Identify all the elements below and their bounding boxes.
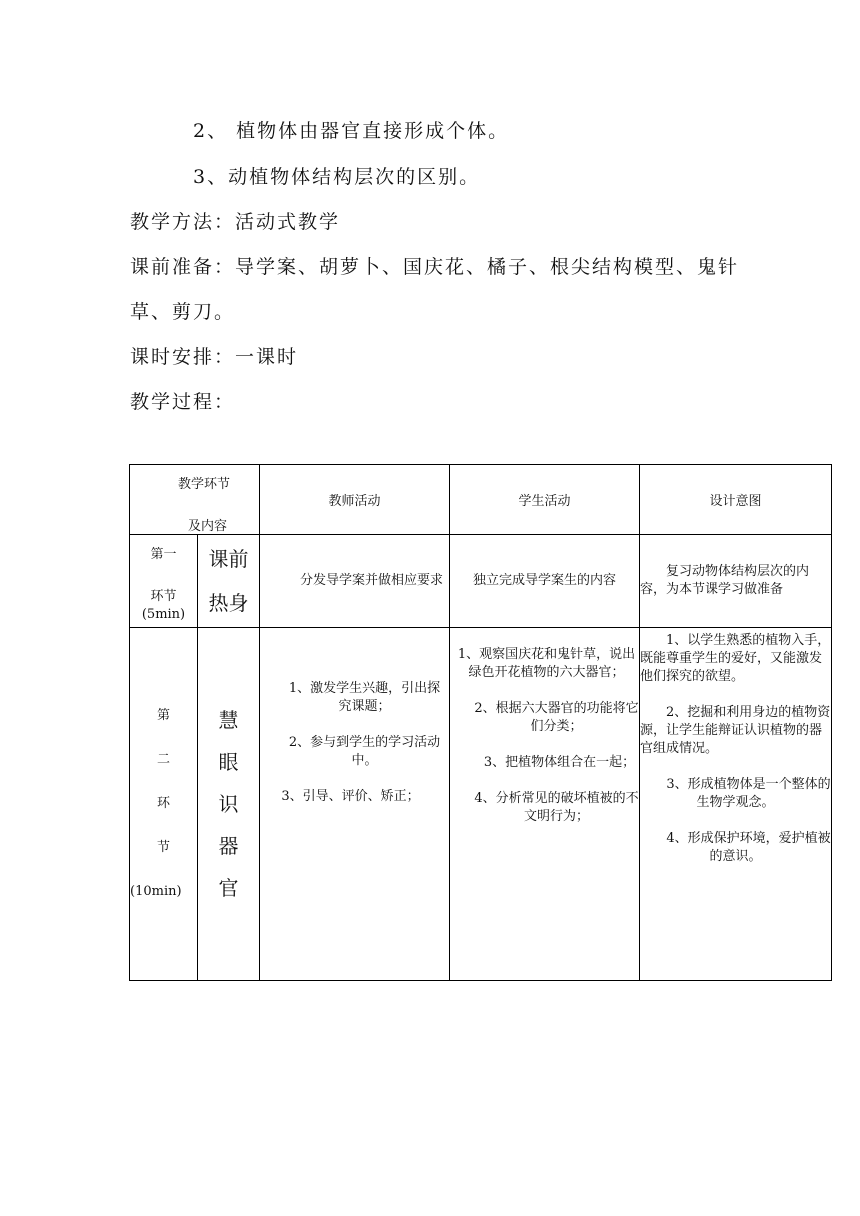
header-stage-label-bottom: 及内容 [188,519,228,534]
stage-cell-1 [130,535,198,628]
table-row [130,535,832,628]
stage-2-label-char: 环 [156,796,170,811]
stage-2-title [198,628,260,981]
list-item: 2、参与到学生的学习活动中。 [288,735,441,768]
stage-2-duration: (10min) [130,884,182,899]
stage-1-teacher-text: 分发导学案并做相应要求 [300,573,444,588]
header-stage-label-top: 教学环节 [178,477,231,492]
class-hours: 课时安排：一课时 [130,346,299,368]
list-item: 1、激发学生兴趣，引出探究课题； [288,681,441,714]
preparation-line-2: 草、剪刀。 [130,301,236,323]
list-item: 3、引导、评价、矫正； [281,789,420,804]
list-item: 3、形成植物体是一个整体的生物学观念。 [666,777,831,810]
list-item: 1、观察国庆花和鬼针草，说出绿色开花植物的六大器官； [457,647,636,680]
stage-1-duration: (5min) [141,607,186,622]
lesson-plan-table [129,464,832,981]
preparation-line-1: 课前准备：导学案、胡萝卜、国庆花、橘子、根尖结构模型、鬼针 [130,256,740,278]
list-item: 2、根据六大器官的功能将它们分类； [474,701,639,734]
stage-2-label-char: 节 [156,840,170,855]
header-design-intent: 设计意图 [640,465,832,535]
teaching-method: 教学方法：活动式教学 [130,211,341,233]
stage-1-teacher-activity [260,535,450,628]
header-teacher-activity: 教师活动 [260,465,450,535]
stage-2-title-char: 慧 [218,708,239,732]
stage-1-design-intent [640,535,832,628]
list-item: 3、把植物体组合在一起； [483,755,636,770]
stage-2-title-char: 器 [218,834,239,858]
stage-2-label-char: 第 [156,708,170,723]
stage-1-label-a: 第一 [150,547,177,562]
stage-1-design-text: 复习动物体结构层次的内容，为本节课学习做准备 [640,564,810,597]
stage-2-design-intent [640,628,832,981]
list-item: 4、形成保护环境，爱护植被的意识。 [666,831,831,864]
stage-2-student-activity [450,628,640,981]
stage-1-student-activity [450,535,640,628]
stage-1-title [198,535,260,628]
stage-2-teacher-activity [260,628,450,981]
stage-cell-2 [130,628,198,981]
stage-2-title-char: 眼 [218,750,239,774]
text-line-1: 2、 植物体由器官直接形成个体。 [193,120,510,142]
stage-2-title-char: 识 [218,792,239,816]
teaching-process-heading: 教学过程： [130,391,236,413]
stage-1-title-char: 热身 [208,591,249,615]
stage-1-student-text: 独立完成导学案生的内容 [472,573,616,588]
stage-2-title-char: 官 [218,876,239,900]
header-student-activity: 学生活动 [450,465,640,535]
stage-2-label-char: 二 [156,752,170,767]
table-header-row [130,465,832,535]
stage-1-label-b: 环节 [150,589,177,604]
header-stage-cell [130,465,260,535]
list-item: 4、分析常见的破坏植被的不文明行为； [474,791,639,824]
stage-1-title-char: 课前 [208,547,249,571]
text-line-2: 3、动植物体结构层次的区别。 [193,166,481,188]
table-row [130,628,832,981]
list-item: 1、以学生熟悉的植物入手，既能尊重学生的爱好，又能激发他们探究的欲望。 [640,633,831,684]
list-item: 2、挖掘和利用身边的植物资源，让学生能辩证认识植物的器官组成情况。 [640,705,831,756]
